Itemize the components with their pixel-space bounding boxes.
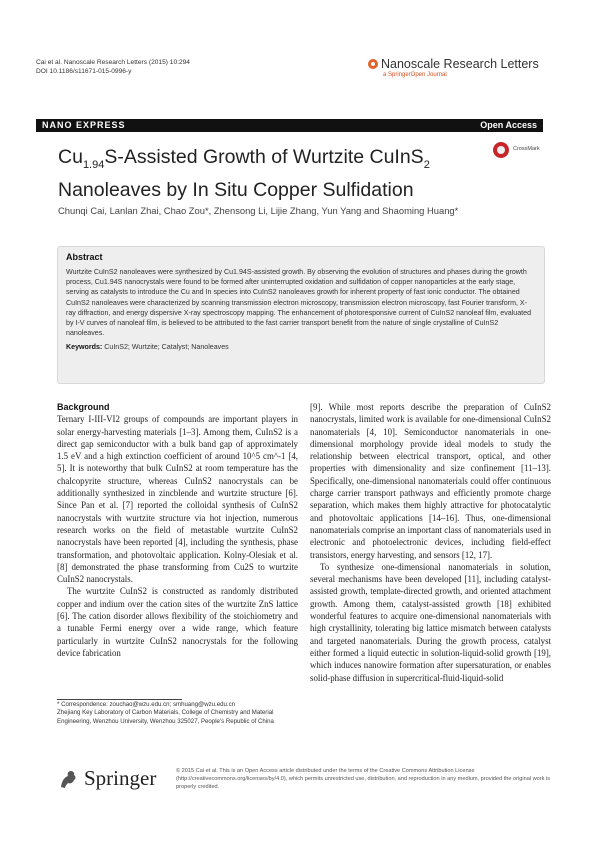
body-paragraph: To synthesize one-dimensional nanomaterials in solution, several mechanisms have been developed [11], including catalyst-assisted growth, template-directed growth, and oriented attachment growth. Among them, catalyst-assisted growth [18] exhibited wonderful features to acquire one-dimensional nanomaterials with high crystallinity, tolerating big lattice mismatch between catalysts and targeted nanomaterials. During the growth process, catalyst either formed a liquid eutectic in solution-liquid-solid growth [19], which induces nanowire formation after supersaturation, or enables solid-phase diffusion in supercritical-fluid-liquid-solid xyxy=(310,561,551,683)
abstract-box xyxy=(57,246,545,384)
body-column-right xyxy=(310,401,551,684)
title-part: S-Assisted Growth of Wurtzite CuInS xyxy=(104,146,424,168)
abstract-text: Wurtzite CuInS2 nanoleaves were synthesized by Cu1.94S-assisted growth. By observing the evolution of structures and phases during the growth process, Cu1.94S nanocrystals were found to be formed after uninterrupted oxidation and sulfidation of copper nanoparticles at the early stage, serving as catalysts to introduce the Cu and In species into CuInS2 nanoleaves growth for inherent property of fast ionic conductor. The obtained CuInS2 nanoleaves were characterized by scanning transmission electron microscopy, transmission electron microscopy, fast Fourier transform, X-ray diffraction, and energy dispersive X-ray spectroscopy mapping. The enhancement of photoresponsive current of CuInS2 nanoleaf film, evaluated by I-V curves of nanoleaf film, is believed to be attributed to the fast carrier transport benefit from the nature of single crystalline of CuInS2 nanoleaves. xyxy=(66,268,532,338)
journal-subtitle: a SpringerOpen Journal xyxy=(383,72,447,78)
body-paragraph: [9]. While most reports describe the preparation of CuInS2 nanocrystals, limited work is available for one-dimensional CuInS2 nanomaterials [4, 10]. Semiconductor nanomaterials in one-dimensional morphology provide ideal models to study the relationship between electrical transport, optical, and other properties with dimensionality and size confinement [11–13]. Specifically, one-dimensional nanomaterials could offer continuous charge carrier transport pathways and efficiently promote charge separation, which makes them highly attractive for photocatalytic and photovoltaic applications [14–16]. Thus, one-dimensional nanomaterials comprise an important class of nanomaterials used in electronic and photoelectronic devices, including field-effect transistors, energy harvesting, and sensors [12, 17]. xyxy=(310,402,551,560)
publisher-logo xyxy=(57,766,156,791)
body-paragraph: Ternary I-III-VI2 groups of compounds are important players in solar energy-harvesting materials [1–3]. Among them, CuInS2 is a direct gap semiconductor with a bulk band gap of approximately 1.5 eV and a high extinction coefficient of around 10^5 cm^-1 [4, 5]. It is noteworthy that bulk CuInS2 at room temperature has the chalcopyrite structure, whereas CuInS2 nanocrystals can be additionally synthesized in zincblende and wurtzite structure [6]. Since Pan et al. [7] reported the colloidal synthesis of CuInS2 nanocrystals with wurtzite structure via hot injection, numerous research works on the field of metastable wurtzite CuInS2 nanocrystals have been reported [4], including the synthesis, phase transformation, and photovoltaic application. Kolny-Olesiak et al. [8] demonstrated the phase transforming from Cu2S to wurtzite CuInS2 nanocrystals. xyxy=(57,414,298,585)
open-access-label: Open Access xyxy=(480,120,537,130)
doi-line[interactable]: DOI 10.1186/s11671-015-0996-y xyxy=(36,68,132,75)
keywords-line xyxy=(66,343,536,351)
footnote xyxy=(57,701,297,726)
body-column-left xyxy=(57,401,298,659)
abstract-heading: Abstract xyxy=(66,252,103,262)
article-title xyxy=(58,145,498,203)
journal-name: Nanoscale Research Letters xyxy=(381,57,539,71)
section-heading: Background xyxy=(57,402,110,412)
correspondence-note[interactable]: * Correspondence: zouchao@wzu.edu.cn; smhuang@wzu.edu.cn xyxy=(57,701,236,708)
affiliation-note: Zhejiang Key Laboratory of Carbon Materials, College of Chemistry and Material Engineering, Wenzhou University, Wenzhou 325027, People's Republic of China xyxy=(57,709,274,725)
license-text: © 2015 Cai et al. This is an Open Access article distributed under the terms of the Creative Commons Attribution License (http://creativecommons.org/licenses/by/4.0), which permits unrestricted use, distribution, and reproduction in any medium, provided the original work is properly credited. xyxy=(176,768,551,790)
journal-branding xyxy=(368,57,539,78)
article-type: NANO EXPRESS xyxy=(42,120,126,130)
keywords-values: CuInS2; Wurtzite; Catalyst; Nanoleaves xyxy=(104,343,229,352)
keywords-label: Keywords: xyxy=(66,343,103,352)
title-part: Cu xyxy=(58,146,83,168)
springer-horse-icon xyxy=(57,768,79,790)
title-subscript: 2 xyxy=(423,158,430,171)
journal-logo-icon xyxy=(368,59,378,69)
title-subscript: 1.94 xyxy=(82,158,105,171)
article-type-banner xyxy=(36,119,543,132)
crossmark-label: CrossMark xyxy=(513,146,540,152)
crossmark-badge[interactable] xyxy=(493,142,549,166)
citation-line: Cai et al. Nanoscale Research Letters (2015) 10:294 xyxy=(36,59,190,66)
title-line-2: Nanoleaves by In Situ Copper Sulfidation xyxy=(58,178,414,201)
citation-header xyxy=(36,58,190,76)
footnote-divider xyxy=(57,699,182,700)
author-list: Chunqi Cai, Lanlan Zhai, Chao Zou*, Zhensong Li, Lijie Zhang, Yun Yang and Shaoming Huang* xyxy=(58,205,459,216)
body-paragraph: The wurtzite CuInS2 is constructed as randomly distributed copper and indium over the cation sites of the wurtzite ZnS lattice [6]. The cation disorder allows flexibility of the stoichiometry and a tunable Fermi energy over a wide range, which feature particularly in wurtzite CuInS2 nanocrystals for the following device fabrication xyxy=(57,586,298,658)
publisher-name: Springer xyxy=(84,766,157,790)
crossmark-icon xyxy=(493,142,509,158)
